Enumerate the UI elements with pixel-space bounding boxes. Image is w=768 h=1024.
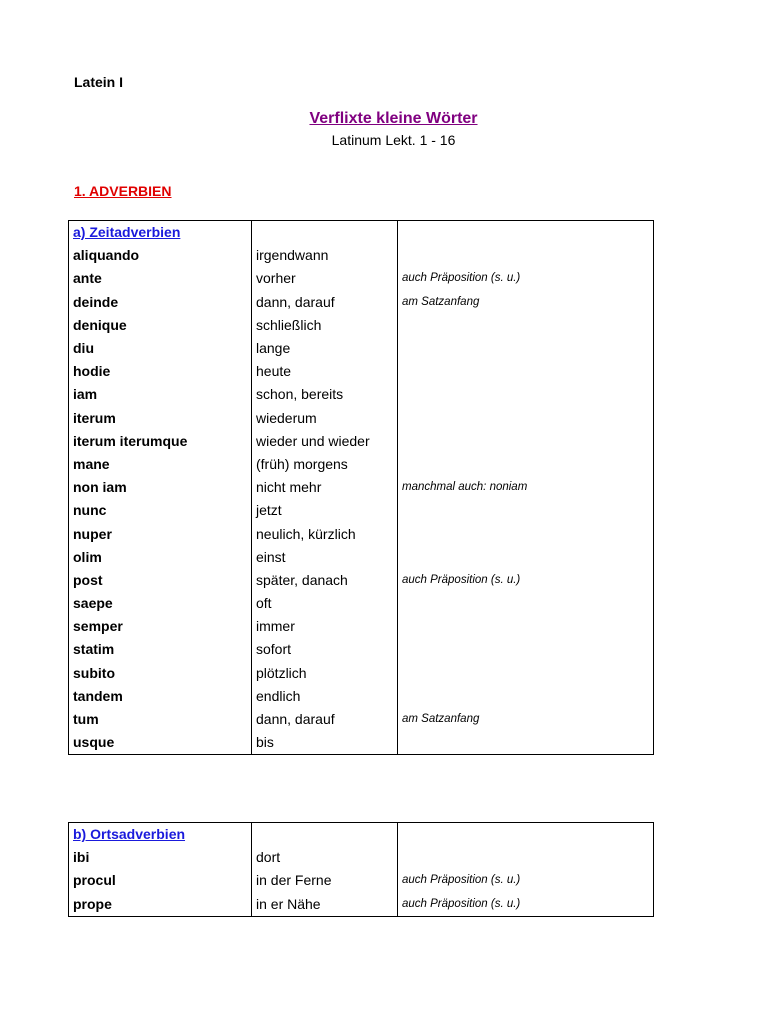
german-translation-cell: endlich xyxy=(252,685,398,708)
note-cell xyxy=(398,337,654,360)
empty-cell xyxy=(398,221,654,245)
note-cell: auch Präposition (s. u.) xyxy=(398,267,654,290)
latin-term-cell: iam xyxy=(69,383,252,406)
note-cell xyxy=(398,662,654,685)
table-header-row xyxy=(69,221,654,245)
table-row xyxy=(69,453,654,476)
latin-term-cell: denique xyxy=(69,314,252,337)
time-adverbs-body xyxy=(69,221,654,755)
place-adverbs-heading: b) Ortsadverbien xyxy=(69,823,252,847)
note-cell xyxy=(398,360,654,383)
latin-term-cell: mane xyxy=(69,453,252,476)
german-translation-cell: lange xyxy=(252,337,398,360)
note-cell xyxy=(398,615,654,638)
note-cell xyxy=(398,244,654,267)
german-translation-cell: neulich, kürzlich xyxy=(252,522,398,545)
german-translation-cell: in er Nähe xyxy=(252,893,398,917)
table-row xyxy=(69,499,654,522)
table-row xyxy=(69,267,654,290)
table-row xyxy=(69,638,654,661)
german-translation-cell: nicht mehr xyxy=(252,476,398,499)
german-translation-cell: schon, bereits xyxy=(252,383,398,406)
note-cell: auch Präposition (s. u.) xyxy=(398,569,654,592)
table-row xyxy=(69,546,654,569)
latin-term-cell: olim xyxy=(69,546,252,569)
german-translation-cell: einst xyxy=(252,546,398,569)
table-row xyxy=(69,360,654,383)
note-cell xyxy=(398,314,654,337)
german-translation-cell: später, danach xyxy=(252,569,398,592)
section-heading-adverbs: 1. ADVERBIEN xyxy=(74,183,172,199)
latin-term-cell: non iam xyxy=(69,476,252,499)
latin-term-cell: procul xyxy=(69,869,252,892)
latin-term-cell: ante xyxy=(69,267,252,290)
latin-term-cell: deinde xyxy=(69,291,252,314)
table-row xyxy=(69,430,654,453)
latin-term-cell: diu xyxy=(69,337,252,360)
note-cell xyxy=(398,638,654,661)
table-header-row xyxy=(69,823,654,847)
latin-term-cell: iterum iterumque xyxy=(69,430,252,453)
german-translation-cell: jetzt xyxy=(252,499,398,522)
note-cell xyxy=(398,430,654,453)
note-cell: manchmal auch: noniam xyxy=(398,476,654,499)
note-cell xyxy=(398,685,654,708)
german-translation-cell: dann, darauf xyxy=(252,291,398,314)
note-cell xyxy=(398,407,654,430)
latin-term-cell: semper xyxy=(69,615,252,638)
german-translation-cell: bis xyxy=(252,731,398,755)
german-translation-cell: oft xyxy=(252,592,398,615)
table-row xyxy=(69,291,654,314)
note-cell xyxy=(398,546,654,569)
place-adverbs-table xyxy=(68,822,654,917)
german-translation-cell: wiederum xyxy=(252,407,398,430)
german-translation-cell: vorher xyxy=(252,267,398,290)
table-row xyxy=(69,869,654,892)
german-translation-cell: dann, darauf xyxy=(252,708,398,731)
empty-cell xyxy=(252,823,398,847)
document-title: Verflixte kleine Wörter xyxy=(309,110,478,127)
note-cell xyxy=(398,499,654,522)
german-translation-cell: wieder und wieder xyxy=(252,430,398,453)
german-translation-cell: irgendwann xyxy=(252,244,398,267)
document-subtitle: Latinum Lekt. 1 - 16 xyxy=(331,132,456,148)
latin-term-cell: nuper xyxy=(69,522,252,545)
table-row xyxy=(69,476,654,499)
note-cell: am Satzanfang xyxy=(398,708,654,731)
german-translation-cell: schließlich xyxy=(252,314,398,337)
latin-term-cell: post xyxy=(69,569,252,592)
note-cell: am Satzanfang xyxy=(398,291,654,314)
table-row xyxy=(69,893,654,917)
latin-term-cell: usque xyxy=(69,731,252,755)
latin-term-cell: hodie xyxy=(69,360,252,383)
latin-term-cell: subito xyxy=(69,662,252,685)
latin-term-cell: ibi xyxy=(69,846,252,869)
note-cell xyxy=(398,731,654,755)
note-cell xyxy=(398,383,654,406)
german-translation-cell: immer xyxy=(252,615,398,638)
table-row xyxy=(69,337,654,360)
table-row xyxy=(69,244,654,267)
document-header-label: Latein I xyxy=(74,74,124,90)
latin-term-cell: iterum xyxy=(69,407,252,430)
latin-term-cell: statim xyxy=(69,638,252,661)
latin-term-cell: aliquando xyxy=(69,244,252,267)
table-row xyxy=(69,708,654,731)
table-row xyxy=(69,522,654,545)
table-row xyxy=(69,407,654,430)
german-translation-cell: plötzlich xyxy=(252,662,398,685)
note-cell: auch Präposition (s. u.) xyxy=(398,869,654,892)
time-adverbs-heading: a) Zeitadverbien xyxy=(69,221,252,245)
place-adverbs-body xyxy=(69,823,654,917)
latin-term-cell: prope xyxy=(69,893,252,917)
german-translation-cell: heute xyxy=(252,360,398,383)
german-translation-cell: sofort xyxy=(252,638,398,661)
german-translation-cell: (früh) morgens xyxy=(252,453,398,476)
table-row xyxy=(69,846,654,869)
table-row xyxy=(69,662,654,685)
table-row xyxy=(69,615,654,638)
latin-term-cell: nunc xyxy=(69,499,252,522)
table-row xyxy=(69,592,654,615)
latin-term-cell: saepe xyxy=(69,592,252,615)
latin-term-cell: tum xyxy=(69,708,252,731)
note-cell xyxy=(398,592,654,615)
note-cell xyxy=(398,522,654,545)
german-translation-cell: dort xyxy=(252,846,398,869)
time-adverbs-table xyxy=(68,220,654,755)
german-translation-cell: in der Ferne xyxy=(252,869,398,892)
note-cell: auch Präposition (s. u.) xyxy=(398,893,654,917)
empty-cell xyxy=(252,221,398,245)
note-cell xyxy=(398,453,654,476)
table-row xyxy=(69,569,654,592)
latin-term-cell: tandem xyxy=(69,685,252,708)
table-row xyxy=(69,314,654,337)
table-row xyxy=(69,685,654,708)
note-cell xyxy=(398,846,654,869)
table-row xyxy=(69,383,654,406)
table-row xyxy=(69,731,654,755)
empty-cell xyxy=(398,823,654,847)
